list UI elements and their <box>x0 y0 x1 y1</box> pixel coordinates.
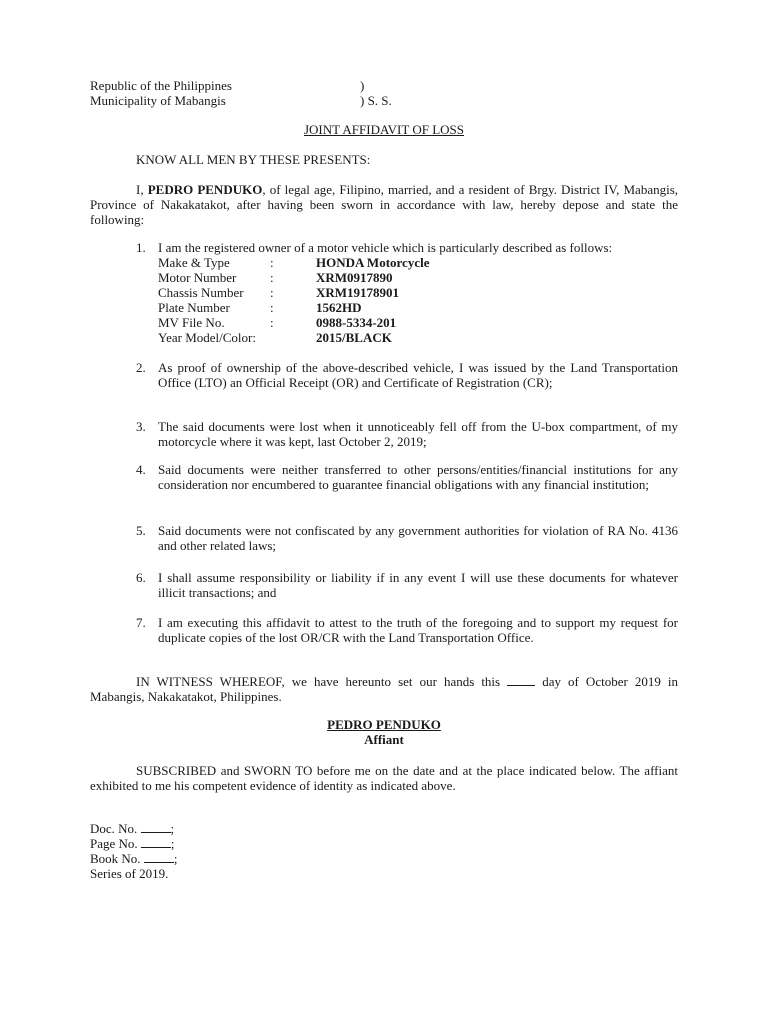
witness-text-after: day of October 2019 in Mabangis, Nakakatakot, Philippines. <box>90 674 679 704</box>
item-number: 3. <box>136 419 146 434</box>
vehicle-row <box>158 270 678 285</box>
book-no-line <box>90 851 177 866</box>
vehicle-row <box>158 300 678 315</box>
page-no-line <box>90 836 175 851</box>
vehicle-colon: : <box>270 300 274 315</box>
vehicle-colon: : <box>270 270 274 285</box>
vehicle-row <box>158 315 678 330</box>
witness-paragraph <box>90 674 678 704</box>
vehicle-value: 2015/BLACK <box>316 330 392 345</box>
doc-no-label: Doc. No. <box>90 821 138 836</box>
caption-republic: Republic of the Philippines <box>90 78 232 93</box>
affiant-name-inline: PEDRO PENDUKO <box>147 182 263 197</box>
day-blank <box>507 674 535 686</box>
vehicle-row <box>158 330 678 345</box>
item-number: 2. <box>136 360 146 375</box>
salutation: KNOW ALL MEN BY THESE PRESENTS: <box>136 152 371 167</box>
vehicle-value: 0988-5334-201 <box>316 315 397 330</box>
book-no-suffix: ; <box>173 851 178 866</box>
page-no-suffix: ; <box>170 836 175 851</box>
list-item <box>136 462 678 492</box>
page-no-blank <box>141 836 171 848</box>
vehicle-row <box>158 285 678 300</box>
item-text: Said documents were not confiscated by any government authorities for violation of RA No. 4136 and other related laws; <box>158 523 678 553</box>
item-text: I shall assume responsibility or liability if in any event I will use these documents for whatever illicit transactions; and <box>158 570 678 600</box>
affiant-role: Affiant <box>364 732 404 747</box>
intro-paragraph <box>90 182 678 227</box>
caption-municipality: Municipality of Mabangis <box>90 93 226 108</box>
item-text: I am the registered owner of a motor vehicle which is particularly described as follows: <box>158 240 613 255</box>
series-line: Series of 2019. <box>90 866 169 881</box>
vehicle-value: XRM19178901 <box>316 285 400 300</box>
intro-text: , of legal age, Filipino, married, and a resident of Brgy. District IV, Mabangis, Province of Nakakatakot, after having been sworn in accordance with law, hereby depose and state the following: <box>90 182 679 227</box>
jurat-paragraph: SUBSCRIBED and SWORN TO before me on the date and at the place indicated below. The affiant exhibited to me his competent evidence of identity as indicated above. <box>90 763 678 793</box>
item-text: The said documents were lost when it unnoticeably fell off from the U-box compartment, of my motorcycle where it was kept, last October 2, 2019; <box>158 419 678 449</box>
intro-prefix: I, <box>136 182 148 197</box>
item-number: 6. <box>136 570 146 585</box>
vehicle-label: Chassis Number <box>158 285 244 300</box>
affidavit-page <box>90 0 678 1024</box>
doc-no-blank <box>141 821 171 833</box>
item-number: 1. <box>136 240 146 255</box>
list-item <box>136 570 678 600</box>
vehicle-label: Make & Type <box>158 255 230 270</box>
item-number: 7. <box>136 615 146 630</box>
list-item <box>136 523 678 553</box>
caption-bracket: ) <box>360 78 365 93</box>
book-no-label: Book No. <box>90 851 141 866</box>
doc-no-suffix: ; <box>170 821 175 836</box>
list-item <box>136 615 678 645</box>
witness-text-before: IN WITNESS WHEREOF, we have hereunto set our hands this <box>136 674 501 689</box>
doc-no-line <box>90 821 174 836</box>
item-text: As proof of ownership of the above-described vehicle, I was issued by the Land Transportation Office (LTO) an Official Receipt (OR) and Certificate of Registration (CR); <box>158 360 678 390</box>
vehicle-details-table <box>158 255 678 345</box>
vehicle-colon: : <box>270 255 274 270</box>
vehicle-label: MV File No. <box>158 315 225 330</box>
list-item <box>136 240 678 255</box>
item-number: 5. <box>136 523 146 538</box>
item-text: I am executing this affidavit to attest to the truth of the foregoing and to support my request for duplicate copies of the lost OR/CR with the Land Transportation Office. <box>158 615 678 645</box>
vehicle-label: Year Model/Color: <box>158 330 256 345</box>
list-item <box>136 360 678 390</box>
vehicle-label: Motor Number <box>158 270 237 285</box>
page-no-label: Page No. <box>90 836 138 851</box>
document-title: JOINT AFFIDAVIT OF LOSS <box>303 122 464 137</box>
vehicle-colon: : <box>270 285 274 300</box>
list-item <box>136 419 678 449</box>
book-no-blank <box>144 851 174 863</box>
affiant-signature-name: PEDRO PENDUKO <box>327 717 441 732</box>
vehicle-colon: : <box>270 315 274 330</box>
caption-ss: ) S. S. <box>360 93 392 108</box>
vehicle-value: XRM0917890 <box>316 270 393 285</box>
vehicle-value: 1562HD <box>316 300 362 315</box>
vehicle-value: HONDA Motorcycle <box>316 255 430 270</box>
item-text: Said documents were neither transferred to other persons/entities/financial institutions for any consideration nor encumbered to guarantee financial obligations with any financial institution; <box>158 462 678 492</box>
vehicle-label: Plate Number <box>158 300 230 315</box>
vehicle-row <box>158 255 678 270</box>
item-number: 4. <box>136 462 146 477</box>
